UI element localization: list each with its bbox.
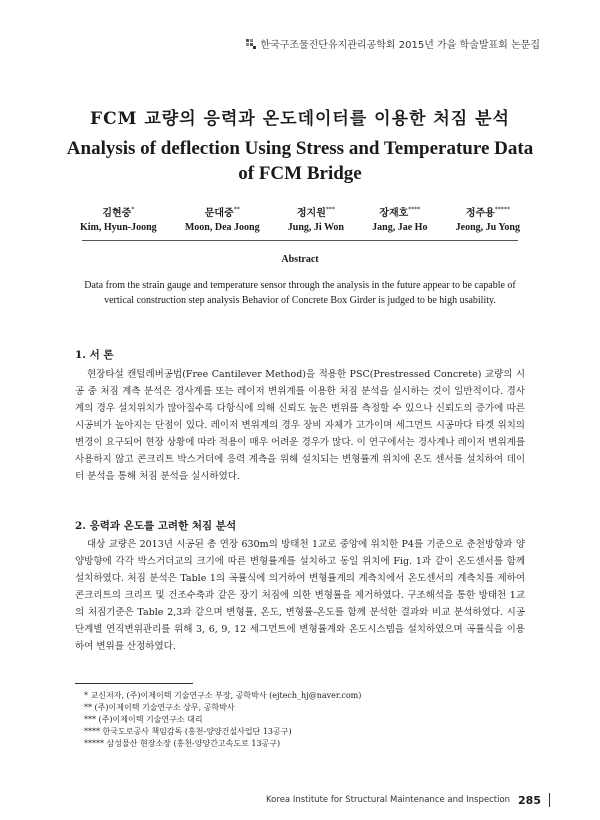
intro-paragraph: 현장타설 캔틸레버공법(Free Cantilever Method)을 적용한 PSC(Prestressed Concrete) 교량의 시공 중 처짐 계측 분석은 경사계를 또는 레이저 변위계를 이용한 처짐 분석을 실시하는 것이 일반적이다. 경사계의 경우 설치위치가 많아질수록 다항식에 의해 신뢰도 높은 변위를 측정할 수 있으나 신뢰도의 증가에 따른 시공비가 높아지는 단점이 있다. 레이저 변위계의 경우 장비 자체가 고가이며 세그먼트 시공마다 타겟 위치의 변경이 요구되어 현장 상황에 따라 적용이 매우 어려운 경우가 많다. 이 연구에서는 경사계나 레이저 변위계를 사용하지 않고 콘크리트 박스거더에 응력 계측을 위해 설치되는 변형률계 위치에 온도 센서를 설치하여 데이터 분석을 통해 처짐 분석을 실시하였다. [75, 369, 525, 482]
journal-header [246, 36, 540, 51]
author-mark: ** [233, 206, 240, 214]
author-name-en: Jeong, Ju Yong [455, 222, 520, 233]
footnote: **** 한국도로공사 책임감독 (홍천-양양건설사업단 13공구) [84, 727, 292, 736]
author-mark: ***** [494, 206, 510, 214]
author-name-ko: 정주용 [465, 208, 495, 219]
author-name-en: Moon, Dea Joong [184, 222, 260, 233]
author-list [80, 204, 520, 233]
author-name-ko: 문대중 [204, 208, 234, 219]
author-name-en: Jung, Ji Won [287, 222, 344, 233]
author-mark: *** [325, 206, 335, 214]
author-name-en: Kim, Hyun-Joong [80, 222, 157, 233]
journal-name: 한국구조물진단유지관리공학회 2015년 가을 학술발표회 논문집 [260, 40, 540, 51]
title-divider [82, 240, 518, 241]
section-body-analysis [75, 536, 525, 655]
page-number: 285 [518, 793, 541, 807]
author-mark: **** [408, 206, 421, 214]
footnote: ** (주)이제이텍 기술연구소 상무, 공학박사 [84, 703, 235, 712]
page-footer [266, 793, 550, 807]
abstract-body: Data from the strain gauge and temperature sensor through the analysis in the future appear to be capable of vertical construction step analysis Behavior of Concrete Box Girder is judged to be high usability. [84, 280, 516, 306]
journal-icon [246, 39, 256, 49]
footnote-divider [75, 683, 193, 684]
author [80, 204, 157, 233]
footer-bar [549, 793, 550, 807]
author [185, 204, 260, 233]
footer-institute: Korea Institute for Structural Maintenance and Inspection [266, 795, 511, 805]
author [288, 204, 344, 233]
section-body-intro [75, 366, 525, 485]
footnote: * 교신저자, (주)이제이텍 기술연구소 부장, 공학박사 (ejtech_hj@naver.com) [84, 691, 362, 700]
footnote: ***** 삼성물산 현장소장 (홍천-양양간고속도로 13공구) [84, 739, 281, 748]
author-name-ko: 장재호 [379, 208, 409, 219]
title-korean: FCM 교량의 응력과 온도데이터를 이용한 처짐 분석 [90, 109, 510, 129]
author-mark: * [131, 206, 135, 214]
analysis-paragraph: 대상 교량은 2013년 시공된 총 연장 630m의 방태천 1교로 중앙에 위치한 P4를 기준으로 춘천방향과 양양방향에 각각 박스거더교의 크기에 따른 변형률계를 설치하고 동일 위치에 Fig. 1과 같이 온도센서를 함께 설치하였다. 처짐 분석은 Table 1의 곡률식에 의거하여 변형률계의 계측치에서 온도센서의 계측치를 제하여 콘크리트의 크리프 및 건조수축과 같은 장기 처짐에 의한 변형률을 제거하였다. 구조해석을 통한 방태천 1교의 처짐기준은 Table 2,3과 같으며 변형률, 온도, 변형률-온도를 함께 분석한 결과와 비교 분석하였다. 시공단계별 연직변위관리를 위해 3, 6, 9, 12 세그먼트에 변형률계와 온도시스템을 설치하였으며 곡률식을 이용하여 변위를 산정하였다. [75, 539, 525, 652]
section-heading-analysis: 2. 응력과 온도를 고려한 처짐 분석 [75, 520, 237, 532]
author-name-ko: 정지원 [296, 208, 326, 219]
section-heading-intro: 1. 서 론 [75, 349, 114, 361]
footnote-list [84, 690, 524, 750]
author [372, 204, 427, 233]
author-name-ko: 김현중 [102, 208, 132, 219]
footnote: *** (주)이제이텍 기술연구소 대리 [84, 715, 203, 724]
title-english: Analysis of deflection Using Stress and Temperature Data of FCM Bridge [66, 138, 534, 184]
author-name-en: Jang, Jae Ho [372, 222, 428, 233]
abstract-heading: Abstract [281, 254, 319, 265]
author [456, 204, 520, 233]
